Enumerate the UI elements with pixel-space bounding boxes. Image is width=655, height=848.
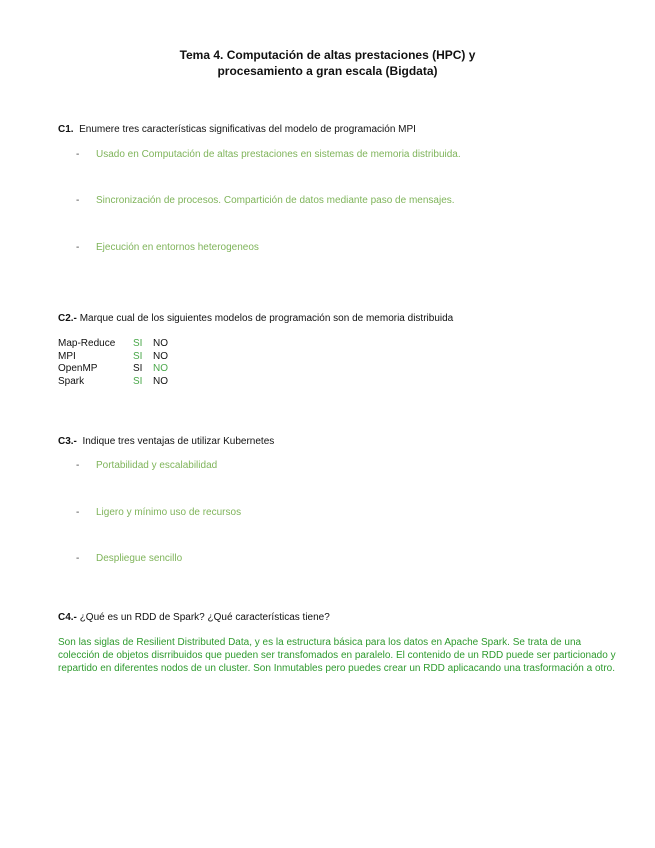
- c3-bullet-3: [76, 552, 182, 565]
- c3-bullet-1: [76, 459, 217, 472]
- table-row: [58, 338, 168, 351]
- model-name: MPI: [58, 350, 76, 362]
- question-c1-number: C1.: [58, 124, 74, 135]
- table-row: [58, 351, 168, 364]
- si-option: SI: [133, 363, 143, 374]
- question-c3-number: C3.-: [58, 436, 77, 447]
- question-c3: [58, 435, 274, 448]
- question-c2-text: Marque cual de los siguientes modelos de programación son de memoria distribuida: [79, 313, 454, 324]
- c3-bullet-2-text: Ligero y mínimo uso de recursos: [96, 507, 242, 518]
- bullet-dash: -: [76, 149, 80, 160]
- memory-model-table: [58, 338, 168, 388]
- question-c4: [58, 611, 330, 624]
- c1-bullet-3-text: Ejecución en entornos heterogeneos: [96, 242, 259, 253]
- question-c4-number: C4.-: [58, 612, 77, 623]
- question-c2: [58, 312, 453, 325]
- question-c4-text: ¿Qué es un RDD de Spark? ¿Qué características tiene?: [79, 612, 330, 623]
- c1-bullet-3: [76, 241, 259, 254]
- model-name: Spark: [58, 375, 85, 387]
- c3-bullet-3-text: Despliegue sencillo: [96, 553, 183, 564]
- si-option: SI: [133, 338, 143, 349]
- c1-bullet-2-text: Sincronización de procesos. Compartición de datos mediante paso de mensajes.: [96, 195, 455, 206]
- table-row: [58, 363, 168, 376]
- c1-bullet-1: [76, 148, 461, 161]
- title-line-2: procesamiento a gran escala (Bigdata): [217, 64, 438, 78]
- question-c1: [58, 123, 416, 136]
- si-option: SI: [133, 375, 143, 387]
- model-name: Map-Reduce: [58, 338, 116, 349]
- table-row: [58, 376, 168, 389]
- no-option: NO: [153, 375, 168, 387]
- bullet-dash: -: [76, 195, 80, 206]
- question-c2-number: C2.-: [58, 313, 77, 324]
- question-c1-text: Enumere tres características significativas del modelo de programación MPI: [79, 124, 416, 135]
- si-option: SI: [133, 350, 143, 362]
- c3-bullet-2: [76, 506, 241, 519]
- model-name: OpenMP: [58, 363, 98, 374]
- c1-bullet-1-text: Usado en Computación de altas prestaciones en sistemas de memoria distribuida.: [96, 149, 461, 160]
- c4-answer: Son las siglas de Resilient Distributed Data, y es la estructura básica para los datos en Apache Spark. Se trata de una colección de objetos disrribuidos que pueden ser transfomados en paralelo. El contenido de un RDD puede ser particionado y repartido en diferentes nodos de un cluster. Son Inmutables pero puedes crear un RDD aplicacando una trasformación a otro.: [58, 637, 616, 674]
- c1-bullet-2: [76, 194, 455, 207]
- c3-bullet-1-text: Portabilidad y escalabilidad: [96, 460, 218, 471]
- no-option: NO: [153, 350, 168, 362]
- title-line-1: Tema 4. Computación de altas prestaciones (HPC) y: [179, 48, 476, 62]
- no-option: NO: [153, 363, 168, 374]
- question-c3-text: Indique tres ventajas de utilizar Kubernetes: [82, 436, 275, 447]
- bullet-dash: -: [76, 507, 80, 518]
- bullet-dash: -: [76, 553, 80, 564]
- page-title: [0, 47, 655, 79]
- bullet-dash: -: [76, 460, 80, 471]
- bullet-dash: -: [76, 242, 80, 253]
- no-option: NO: [153, 338, 168, 349]
